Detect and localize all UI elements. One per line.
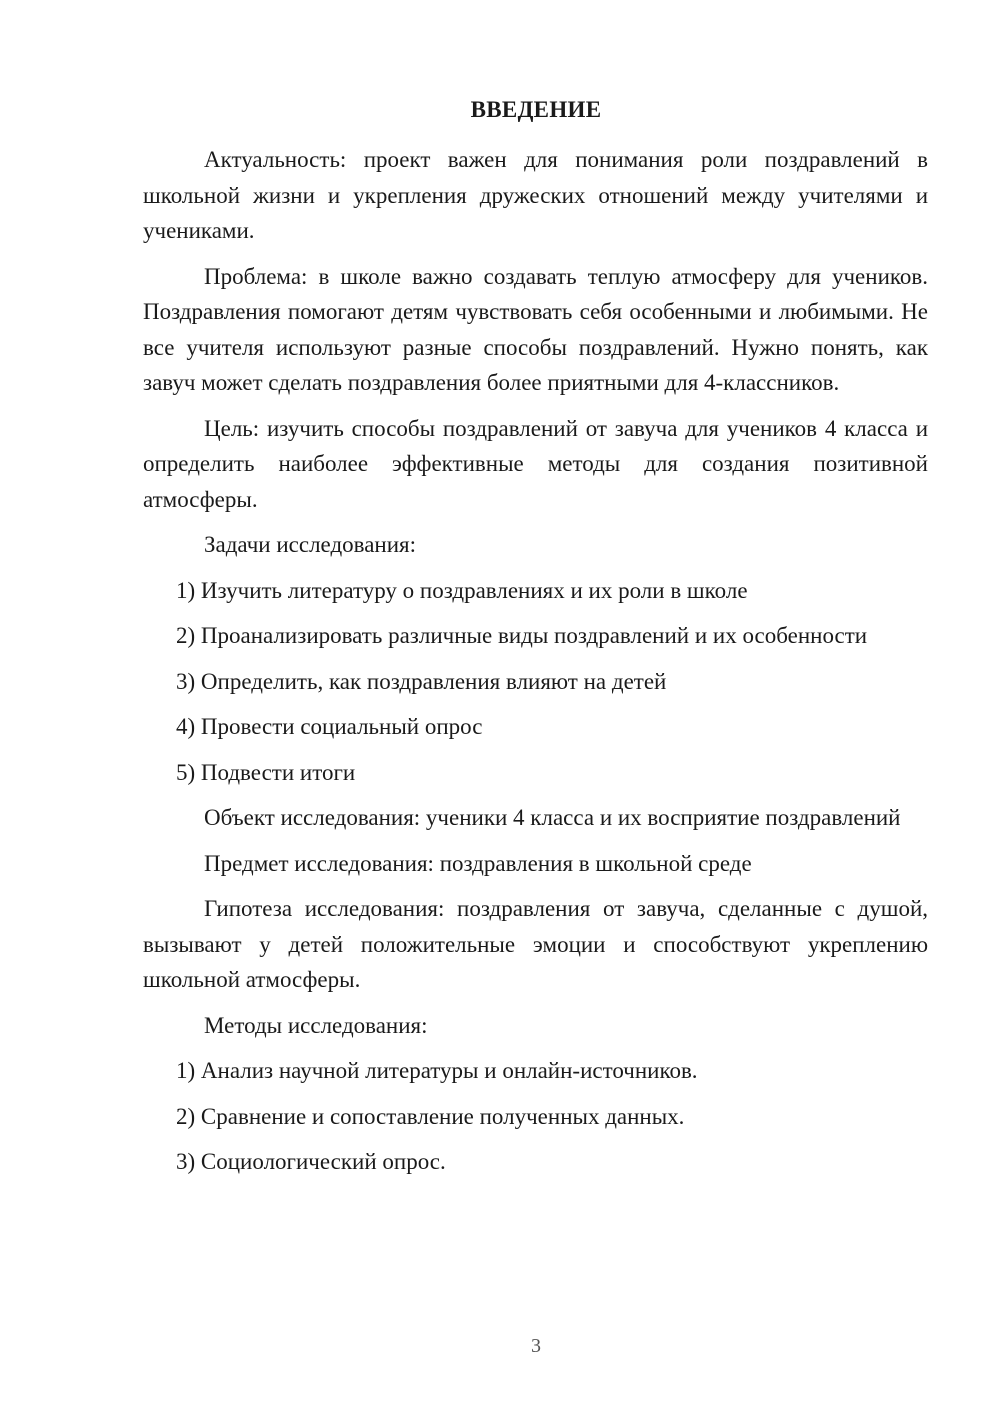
- page-number: 3: [531, 1335, 541, 1357]
- list-item: 2) Сравнение и сопоставление полученных данных.: [176, 1103, 685, 1129]
- list-item: 3) Социологический опрос.: [176, 1149, 446, 1174]
- paragraph-problem: Проблема: в школе важно создавать теплую атмосферу для учеников. Поздравления помогают детям чувствовать себя особенными и любимыми. Не все учителя используют разные способы поздравлений. Нужно понять, как завуч может сделать поздравления более приятными для 4-классников.: [143, 263, 928, 395]
- list-item: 4) Провести социальный опрос: [176, 714, 483, 739]
- paragraph-object: Объект исследования: ученики 4 класса и их восприятие поздравлений: [204, 805, 901, 830]
- page-title: ВВЕДЕНИЕ: [470, 97, 602, 122]
- list-item: 5) Подвести итоги: [176, 759, 356, 785]
- paragraph-hypothesis: Гипотеза исследования: поздравления от завуча, сделанные с душой, вызывают у детей положительные эмоции и способствуют укреплению школьной атмосферы.: [143, 896, 928, 992]
- list-item: 2) Проанализировать различные виды поздравлений и их особенности: [176, 623, 868, 648]
- methods-list: [143, 1053, 928, 1180]
- list-item: 1) Изучить литературу о поздравлениях и их роли в школе: [176, 577, 748, 603]
- methods-heading: Методы исследования:: [204, 1012, 428, 1038]
- paragraph-subject: Предмет исследования: поздравления в школьной среде: [204, 850, 752, 876]
- paragraph-goal: Цель: изучить способы поздравлений от завуча для учеников 4 класса и определить наиболее эффективные методы для создания позитивной атмосферы.: [143, 415, 928, 512]
- tasks-heading: Задачи исследования:: [204, 532, 417, 557]
- document-body: [143, 142, 928, 1190]
- tasks-list: [143, 573, 928, 791]
- list-item: 3) Определить, как поздравления влияют на детей: [176, 668, 667, 694]
- paragraph-relevance: Актуальность: проект важен для понимания роли поздравлений в школьной жизни и укрепления дружеских отношений между учителями и учениками.: [143, 147, 928, 243]
- list-item: 1) Анализ научной литературы и онлайн-источников.: [176, 1058, 698, 1083]
